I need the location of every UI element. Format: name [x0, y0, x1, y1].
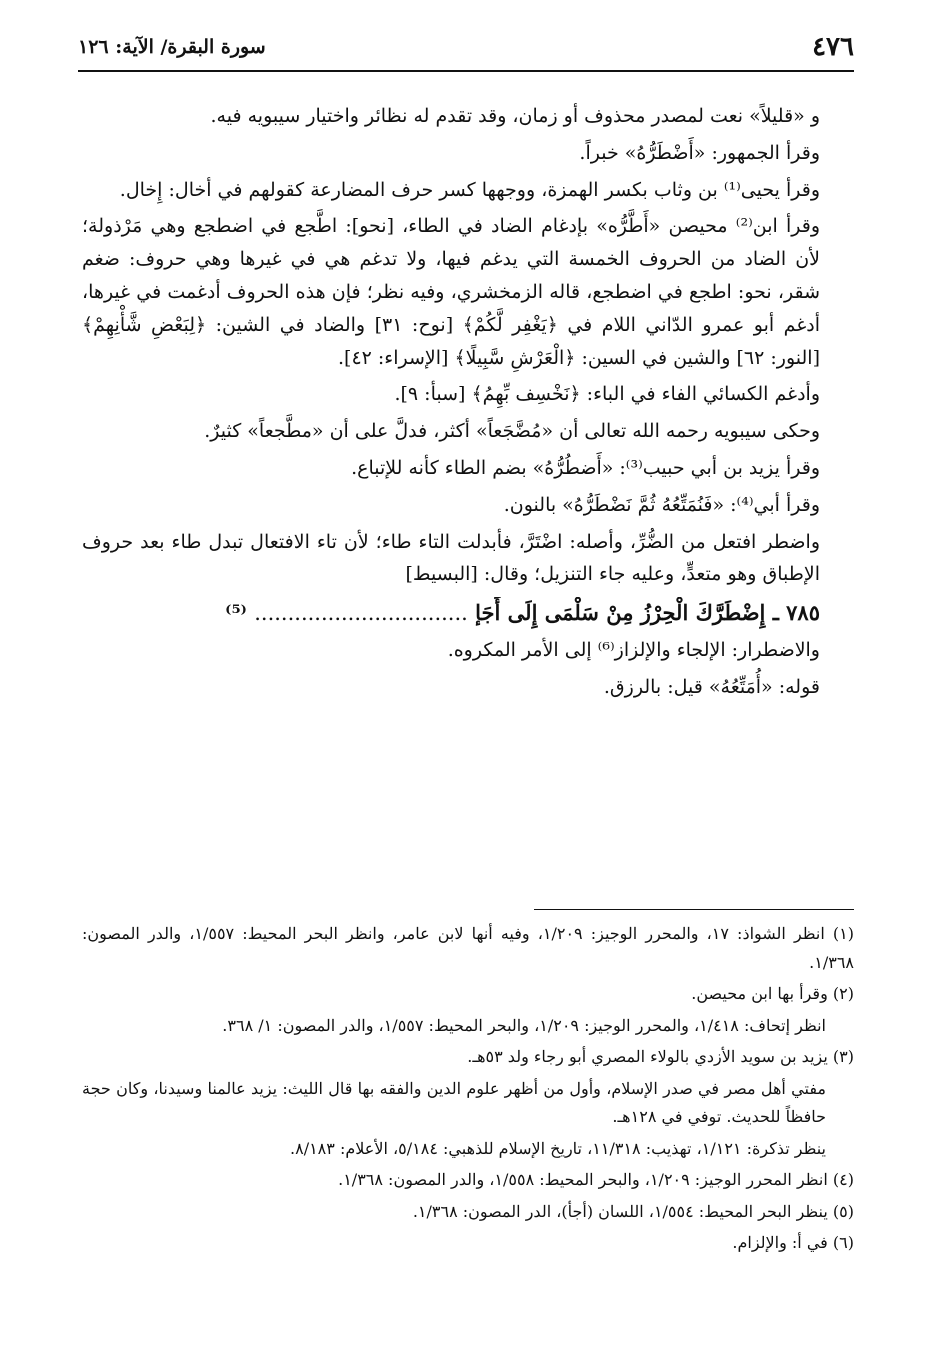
- footnote-continuation: مفتي أهل مصر في صدر الإسلام، وأول من أظهر علوم الدين والفقه بها قال الليث: يزيد عالمنا وسيدنا، وكان حجة حافظاً للحديث. توفي في ١٢٨هـ.: [82, 1078, 826, 1126]
- footnote-text: انظر المحرر الوجيز: ١/٢٠٩، والبحر المحيط: ١/٥٥٨، والدر المصون: ١/٣٦٨.: [338, 1170, 828, 1189]
- footnote: [82, 1166, 854, 1195]
- footnote-text: يزيد بن سويد الأزدي بالولاء المصري أبو رجاء ولد ٥٣هـ.: [467, 1047, 828, 1066]
- paragraph: والاضطرار: الإلجاء والإلزاز⁽⁶⁾ إلى الأمر المكروه.: [447, 638, 820, 661]
- footnote-text: انظر الشواذ: ١٧، والمحرر الوجيز: ١/٢٠٩، وفيه أنها لابن عامر، وانظر البحر المحيط: ١/٥٥٧، والدر المصون: ١/٣٦٨.: [82, 924, 854, 972]
- footnote-number: (٦): [832, 1233, 854, 1252]
- paragraph: قوله: «أُمَتِّعُهُ» قيل: بالرزق.: [603, 675, 820, 698]
- footnote: [82, 1229, 854, 1258]
- footnotes: [82, 920, 854, 1261]
- footnote-text: في أ: والإلزام.: [732, 1233, 828, 1252]
- page-number: ٤٧٦: [812, 32, 854, 62]
- surah-verse-reference: سورة البقرة/ الآية: ١٢٦: [78, 36, 266, 58]
- footnote-number: (٢): [832, 984, 854, 1003]
- footnote: [82, 1043, 854, 1072]
- footnote-number: (٣): [832, 1047, 854, 1066]
- verse-dots: ................................: [254, 601, 468, 626]
- paragraph: وقرأ يزيد بن أبي حبيب⁽³⁾: «أَضطُرُّهُ» بضم الطاء كأنه للإتباع.: [351, 456, 820, 479]
- page-header: [78, 30, 854, 72]
- paragraph: وحكى سيبويه رحمه الله تعالى أن «مُضَّجَعاً» أكثر، فدلَّ على أن «مطَّجعاً» كثيرٌ.: [204, 420, 820, 443]
- paragraph: وقرأ أبي⁽⁴⁾: «فَنُمَتِّعُهُ ثُمَّ نَضْطَرُّهُ» بالنون.: [503, 493, 820, 516]
- footnote-text: ينظر البحر المحيط: ١/٥٥٤، اللسان (أجأ)، الدر المصون: ١/٣٦٨.: [412, 1201, 828, 1221]
- main-text: [82, 100, 854, 708]
- paragraph: واضطر افتعل من الضُّرِّ، وأصله: اضْتَرَّ، فأبدلت التاء طاء؛ لأن تاء الافتعال تبدل طاء بعد حروف الإطباق وهو متعدٍّ، وعليه جاء التنزيل؛ وقال: [البسيط]: [82, 530, 820, 586]
- footnote: [82, 1198, 854, 1227]
- paragraph: وقرأ يحيى⁽¹⁾ بن وثاب بكسر الهمزة، ووجهها كسر حرف المضارعة كقولهم في أخال: إِخال.: [119, 178, 820, 201]
- verse-text: ٧٨٥ ـ إِضْطَرَّكَ الْحِرْزُ مِنْ سَلْمَى إِلَى أَجَإ: [475, 600, 820, 626]
- verse-footnote-marker: ⁽⁵⁾: [225, 600, 247, 626]
- paragraph: و «قليلاً» نعت لمصدر محذوف أو زمان، وقد تقدم له نظائر واختيار سيبويه فيه.: [210, 105, 820, 127]
- footnote-divider: [534, 909, 854, 910]
- footnote: [82, 980, 854, 1009]
- footnote-continuation: انظر إتحاف: ١/٤١٨، والمحرر الوجيز: ١/٢٠٩، والبحر المحيط: ١/٥٥٧، والدر المصون: ١/ ٣٦٨.: [222, 1015, 826, 1035]
- footnote-number: (٥): [832, 1201, 854, 1221]
- footnote-number: (٤): [832, 1170, 854, 1189]
- paragraph: وقرأ الجمهور: «أَضْطَرُّهُ» خبراً.: [579, 141, 820, 164]
- paragraph: وقرأ ابن⁽²⁾ محيصن «أَطَّرُّه» بإدغام الضاد في الطاء، [نحو]: اطَّجع في اضطجع وهي مَرْذولة؛ لأن الضاد من الحروف الخمسة التي يدغم فيها، ولا تدغم هي في غيرها وهي حروف: ضغم شقر، نحو: اطجع في اضطجع، قاله الزمخشري، وفيه نظر؛ فإن هذه الحروف أدغمت في غيرها، أدغم أبو عمرو الدّاني اللام في ﴿يَغْفِر لَّكُمْ﴾ [نوح: ٣١] والضاد في الشين: ﴿لِبَعْضِ شَّأْنِهِمْ﴾ [النور: ٦٢] والشين في السين: ﴿الْعَرْشِ سَّبِيلًا﴾ [الإسراء: ٤٢].: [82, 215, 820, 369]
- footnote-text: وقرأ بها ابن محيصن.: [691, 984, 828, 1003]
- footnote-number: (١): [832, 924, 855, 943]
- poetry-verse: [82, 597, 854, 630]
- paragraph: وأدغم الكسائي الفاء في الباء: ﴿نَخْسِف بِّهِمُ﴾ [سبأ: ٩].: [394, 383, 820, 406]
- footnote: [82, 920, 854, 977]
- footnote-continuation: ينظر تذكرة: ١/١٢١، تهذيب: ١١/٣١٨، تاريخ الإسلام للذهبي: ٥/١٨٤، الأعلام: ٨/١٨٣.: [290, 1138, 826, 1158]
